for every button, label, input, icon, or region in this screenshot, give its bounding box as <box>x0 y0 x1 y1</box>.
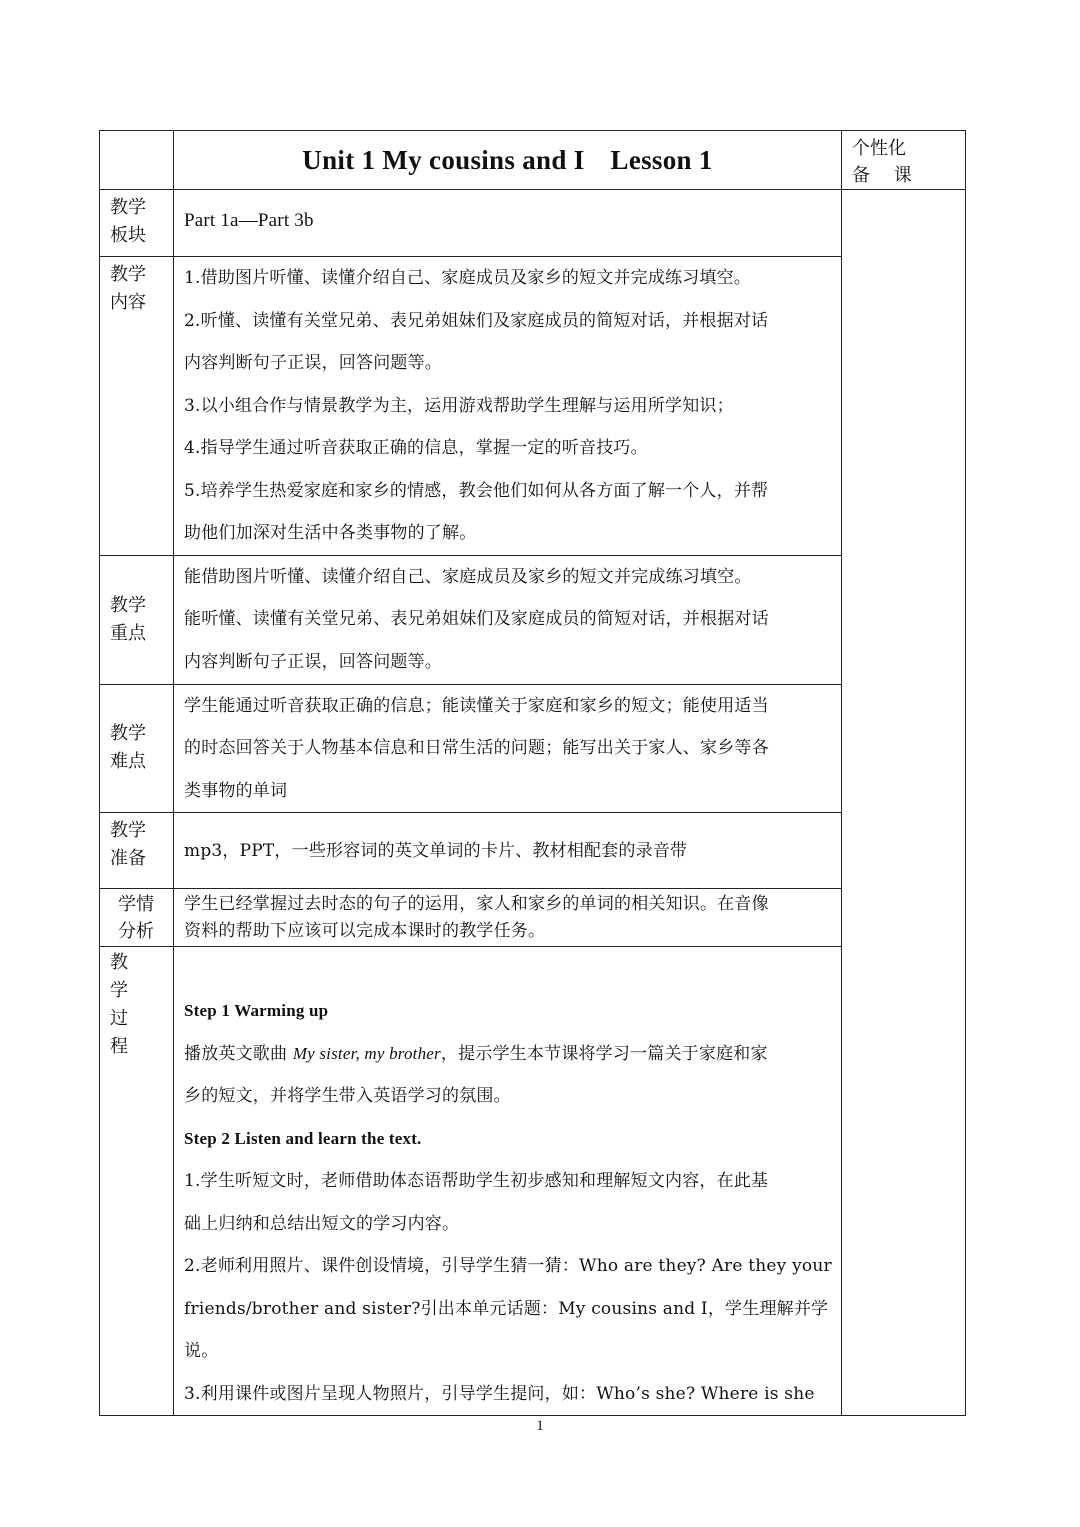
key-points-text-cell <box>174 555 842 684</box>
content-line: 内容判断句子正误，回答问题等。 <box>184 353 442 373</box>
key-points-row <box>100 555 966 684</box>
title-cell <box>174 131 842 190</box>
content-line: 3.以小组合作与情景教学为主，运用游戏帮助学生理解与运用所学知识； <box>184 395 734 416</box>
difficulty-line: 的时态回答关于人物基本信息和日常生活的问题；能写出关于家人、家乡等各 <box>184 738 769 758</box>
title-unit: Unit 1 My cousins and I <box>302 145 585 175</box>
label-line: 教学 <box>110 594 146 616</box>
song-title: My sister, my brother <box>292 1043 441 1063</box>
personalized-prep-column <box>842 190 966 1416</box>
analysis-label-cell <box>100 889 174 947</box>
label-line: 教学 <box>110 820 146 841</box>
module-text: Part 1a—Part 3b <box>184 210 314 231</box>
label-line: 板块 <box>110 225 146 246</box>
module-row <box>100 190 966 257</box>
content-line: 1.借助图片听懂、读懂介绍自己、家庭成员及家乡的短文并完成练习填空。 <box>184 268 752 288</box>
difficulty-line: 类事物的单词 <box>184 780 288 801</box>
module-content-cell <box>174 190 842 257</box>
analysis-text-cell <box>174 889 842 947</box>
key-point-line: 内容判断句子正误，回答问题等。 <box>184 651 442 672</box>
difficulties-row <box>100 684 966 813</box>
label-line: 准备 <box>110 848 146 869</box>
step2-line: 2.老师利用照片、课件创设情境，引导学生猜一猜：Who are they? Are they your <box>184 1256 832 1276</box>
label-line: 重点 <box>110 622 146 644</box>
label-line: 学情 <box>118 894 154 915</box>
label-char: 过 <box>110 1008 128 1029</box>
label-line: 内容 <box>110 292 146 313</box>
key-point-line: 能听懂、读懂有关堂兄弟、表兄弟姐妹们及家庭成员的简短对话，并根据对话 <box>184 609 769 629</box>
label-line: 教学 <box>110 723 146 745</box>
side-label-line1: 个性化 <box>852 138 906 159</box>
step2-line: 1.学生听短文时，老师借助体态语帮助学生初步感知和理解短文内容，在此基 <box>184 1171 769 1191</box>
header-empty-cell <box>100 131 174 190</box>
side-label-line2: 备 课 <box>852 165 912 186</box>
key-points-label-cell <box>100 555 174 684</box>
label-char: 程 <box>110 1036 128 1057</box>
difficulties-text-cell <box>174 684 842 813</box>
personalized-prep-header <box>842 131 966 190</box>
label-line: 教学 <box>110 264 146 285</box>
title-lesson: Lesson 1 <box>610 145 713 175</box>
label-line: 教学 <box>110 197 146 218</box>
step2-line: 础上归纳和总结出短文的学习内容。 <box>184 1213 460 1234</box>
preparation-row <box>100 813 966 889</box>
step2-line: friends/brother and sister?引出本单元话题：My cousins and I，学生理解并学说。 <box>184 1298 829 1361</box>
label-line: 分析 <box>118 921 154 942</box>
analysis-line: 资料的帮助下应该可以完成本课时的教学任务。 <box>184 921 546 941</box>
difficulty-line: 学生能通过听音获取正确的信息；能读懂关于家庭和家乡的短文；能使用适当 <box>184 695 769 716</box>
content-line: 助他们加深对生活中各类事物的了解。 <box>184 523 477 543</box>
step2-title: Step 2 Listen and learn the text. <box>184 1128 422 1148</box>
step1-post: ，提示学生本节课将学习一篇关于家庭和家 <box>440 1043 768 1064</box>
step2-line: 3.利用课件或图片呈现人物照片，引导学生提问，如：Who’s she? Where is she <box>184 1383 815 1404</box>
analysis-row <box>100 889 966 947</box>
header-row <box>100 131 966 190</box>
key-point-line: 能借助图片听懂、读懂介绍自己、家庭成员及家乡的短文并完成练习填空。 <box>184 566 752 587</box>
step1-line1 <box>184 1033 833 1076</box>
teaching-content-row <box>100 257 966 556</box>
preparation-text: mp3，PPT，一些形容词的英文单词的卡片、教材相配套的录音带 <box>184 840 688 861</box>
label-char: 教 <box>110 952 128 973</box>
step1-line2: 乡的短文，并将学生带入英语学习的氛围。 <box>184 1086 511 1106</box>
process-row <box>100 947 966 1416</box>
preparation-label-cell <box>100 813 174 889</box>
preparation-text-cell <box>174 813 842 889</box>
content-line: 2.听懂、读懂有关堂兄弟、表兄弟姐妹们及家庭成员的简短对话，并根据对话 <box>184 310 769 331</box>
lesson-title <box>174 131 841 189</box>
lesson-plan-table <box>99 130 966 1416</box>
process-text-cell <box>174 947 842 1416</box>
label-char: 学 <box>110 980 128 1001</box>
module-label-cell <box>100 190 174 257</box>
content-line: 4.指导学生通过听音获取正确的信息，掌握一定的听音技巧。 <box>184 438 648 458</box>
process-label-cell <box>100 947 174 1416</box>
analysis-line: 学生已经掌握过去时态的句子的运用，家人和家乡的单词的相关知识。在音像 <box>184 894 769 914</box>
page-number: 1 <box>536 1418 544 1434</box>
difficulties-label-cell <box>100 684 174 813</box>
label-line: 难点 <box>110 751 146 773</box>
step1-title: Step 1 Warming up <box>184 1001 329 1020</box>
content-label-cell <box>100 257 174 556</box>
content-text-cell <box>174 257 842 556</box>
step1-pre: 播放英文歌曲 <box>184 1043 293 1064</box>
content-line: 5.培养学生热爱家庭和家乡的情感，教会他们如何从各方面了解一个人，并帮 <box>184 480 769 501</box>
